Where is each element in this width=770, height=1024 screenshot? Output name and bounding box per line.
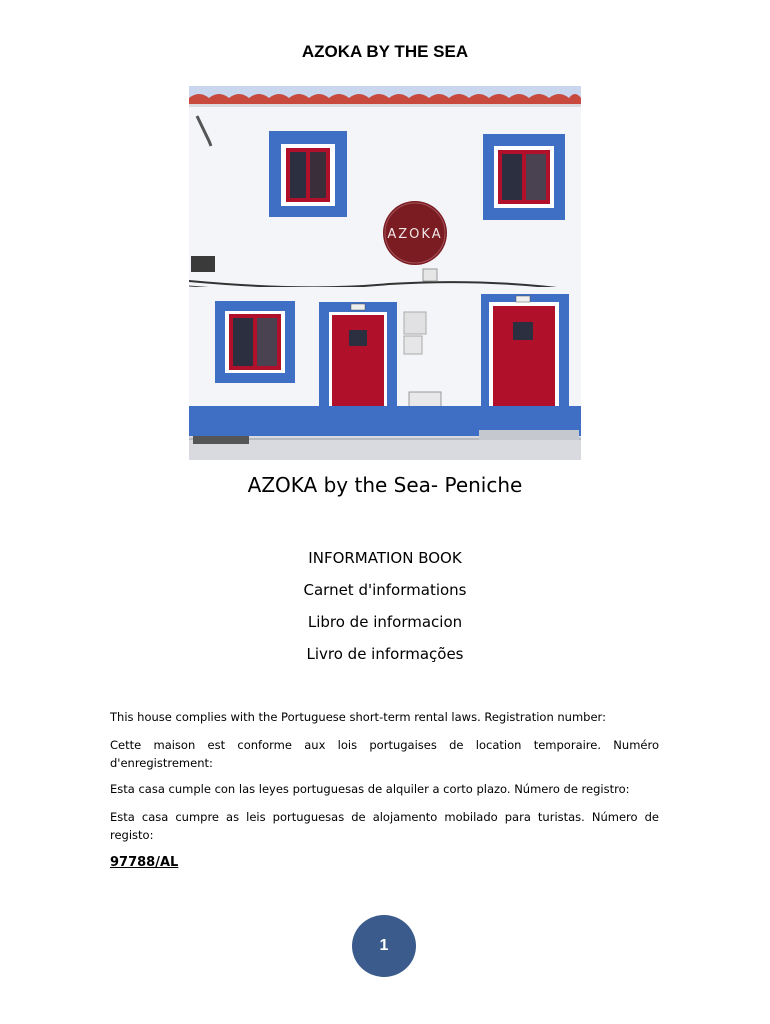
book-title-en: INFORMATION BOOK <box>308 549 462 567</box>
paragraph-pt: Esta casa cumpre as leis portuguesas de alojamento mobilado para turistas. Número de registo: <box>110 810 659 842</box>
house-photo <box>189 86 581 460</box>
paragraph-fr: Cette maison est conforme aux lois portugaises de location temporaire. Numéro d'enregistrement: <box>110 738 659 770</box>
book-title-pt: Livro de informações <box>306 645 464 663</box>
subtitle: AZOKA by the Sea- Peniche <box>247 473 523 497</box>
book-title-es: Libro de informacion <box>307 613 463 631</box>
registration-number: 97788/AL <box>110 855 179 870</box>
page-title: AZOKA BY THE SEA <box>301 42 469 61</box>
paragraph-es: Esta casa cumple con las leyes portuguesas de alquiler a corto plazo. Número de registro: <box>110 782 630 796</box>
paragraph-en: This house complies with the Portuguese short-term rental laws. Registration number: <box>110 710 606 724</box>
page-number-badge: 1 <box>352 915 416 977</box>
book-title-fr: Carnet d'informations <box>303 581 467 599</box>
azoka-sign: AZOKA <box>387 227 443 242</box>
